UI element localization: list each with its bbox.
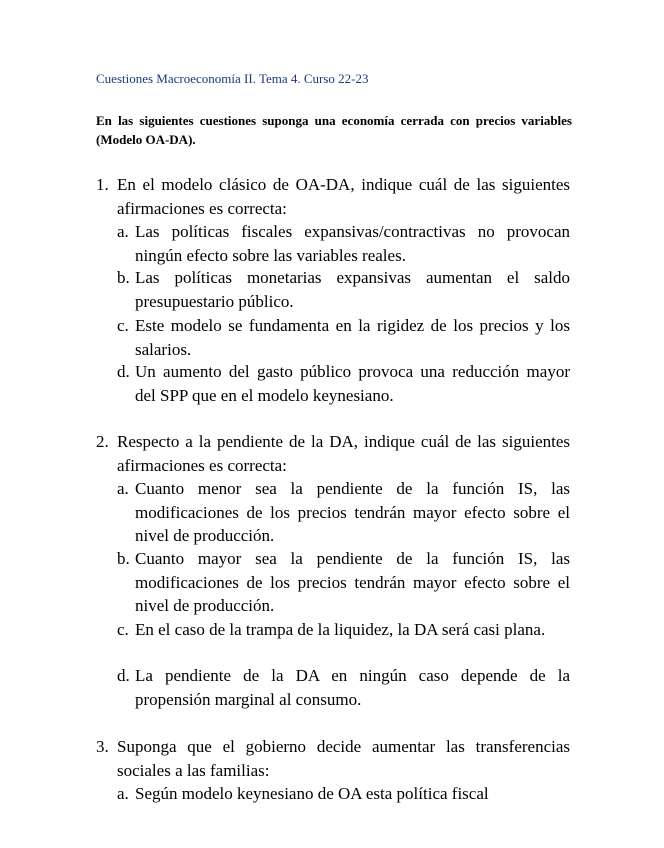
option-text: Las políticas fiscales expansivas/contractivas no provocan ningún efecto sobre las variables reales. [135,222,570,265]
question-number: 2. [96,432,109,451]
option-letter: d. [117,362,130,381]
option-letter: b. [117,268,130,287]
option-text: Según modelo keynesiano de OA esta política fiscal [135,784,489,803]
question-text: Suponga que el gobierno decide aumentar las transferencias sociales a las familias: [117,737,570,780]
option-letter: c. [117,316,129,335]
option-text: Cuanto mayor sea la pendiente de la función IS, las modificaciones de los precios tendrán mayor efecto sobre el nivel de producción. [135,549,570,615]
question-number: 1. [96,175,109,194]
question-text: Respecto a la pendiente de la DA, indique cuál de las siguientes afirmaciones es correcta: [117,432,570,475]
option-text: Cuanto menor sea la pendiente de la función IS, las modificaciones de los precios tendrán mayor efecto sobre el nivel de producción. [135,479,570,545]
question-text: En el modelo clásico de OA-DA, indique cuál de las siguientes afirmaciones es correcta: [117,175,570,218]
option-letter: d. [117,666,130,685]
option-letter: a. [117,479,129,498]
option-letter: a. [117,222,129,241]
option-text: La pendiente de la DA en ningún caso depende de la propensión marginal al consumo. [135,666,570,709]
option-letter: c. [117,620,129,639]
option-text: Este modelo se fundamenta en la rigidez de los precios y los salarios. [135,316,570,359]
question-number: 3. [96,737,109,756]
option-text: Las políticas monetarias expansivas aumentan el saldo presupuestario público. [135,268,570,311]
option-text: En el caso de la trampa de la liquidez, la DA será casi plana. [135,620,546,639]
option-letter: a. [117,784,129,803]
option-letter: b. [117,549,130,568]
intro-paragraph: En las siguientes cuestiones suponga una economía cerrada con precios variables (Modelo OA-DA). [96,113,572,147]
option-text: Un aumento del gasto público provoca una reducción mayor del SPP que en el modelo keynesiano. [135,362,570,405]
document-header: Cuestiones Macroeconomía II. Tema 4. Curso 22-23 [96,71,369,86]
